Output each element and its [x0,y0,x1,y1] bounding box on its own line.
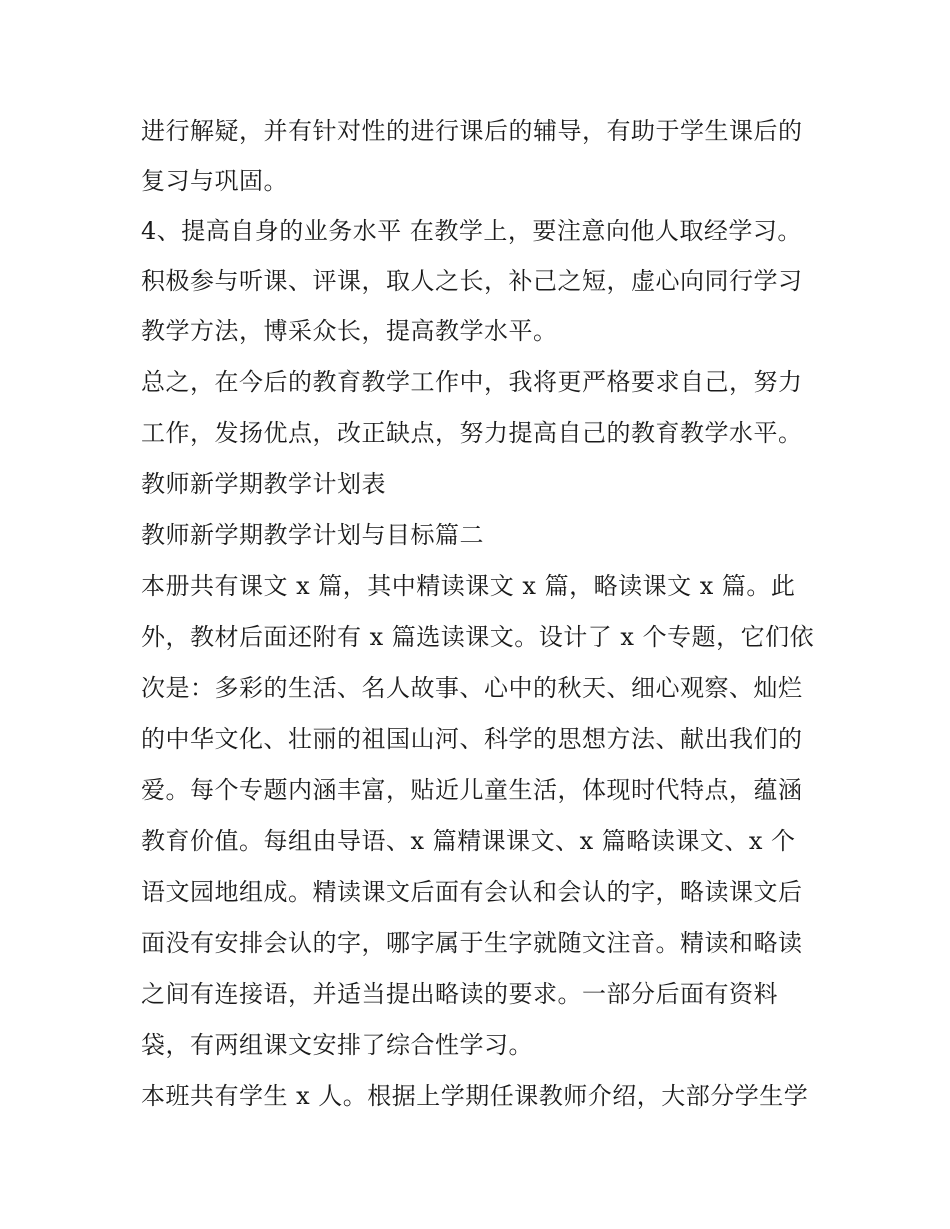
text-line: 语文园地组成。精读课文后面有会认和会认的字，略读课文后 [141,878,803,906]
list-item-heading: 4、提高自身的业务水平 在教学上，要注意向他人取经学习。 [141,217,802,245]
text-line: 爱。每个专题内涵丰富，贴近儿童生活，体现时代特点，蕴涵 [141,776,803,804]
text-line: 的中华文化、壮丽的祖国山河、科学的思想方法、献出我们的 [141,725,803,753]
text-line: 之间有连接语，并适当提出略读的要求。一部分后面有资料 [141,980,778,1008]
text-line: 外，教材后面还附有 x 篇选读课文。设计了 x 个专题，它们依 [141,623,815,651]
text-line: 教育价值。每组由导语、x 篇精课课文、x 篇略读课文、x 个 [141,827,796,855]
text-line: 本册共有课文 x 篇，其中精读课文 x 篇，略读课文 x 篇。此 [141,572,796,600]
text-line: 总之，在今后的教育教学工作中，我将更严格要求自己，努力 [141,368,803,396]
text-line: 袋，有两组课文安排了综合性学习。 [141,1031,533,1059]
text-line: 积极参与听课、评课，取人之长，补己之短，虚心向同行学习 [141,267,803,295]
section-title: 教师新学期教学计划表 [141,470,386,498]
text-line: 本班共有学生 x 人。根据上学期任课教师介绍，大部分学生学 [141,1082,809,1110]
text-line: 进行解疑，并有针对性的进行课后的辅导，有助于学生课后的 [141,117,803,145]
text-line: 面没有安排会认的字，哪字属于生字就随文注音。精读和略读 [141,929,803,957]
text-line: 教学方法，博采众长，提高教学水平。 [141,317,558,345]
text-line: 复习与巩固。 [141,167,288,195]
text-line: 工作，发扬优点，改正缺点，努力提高自己的教育教学水平。 [141,419,803,447]
text-line: 次是：多彩的生活、名人故事、心中的秋天、细心观察、灿烂 [141,674,803,702]
section-subtitle: 教师新学期教学计划与目标篇二 [141,521,484,549]
